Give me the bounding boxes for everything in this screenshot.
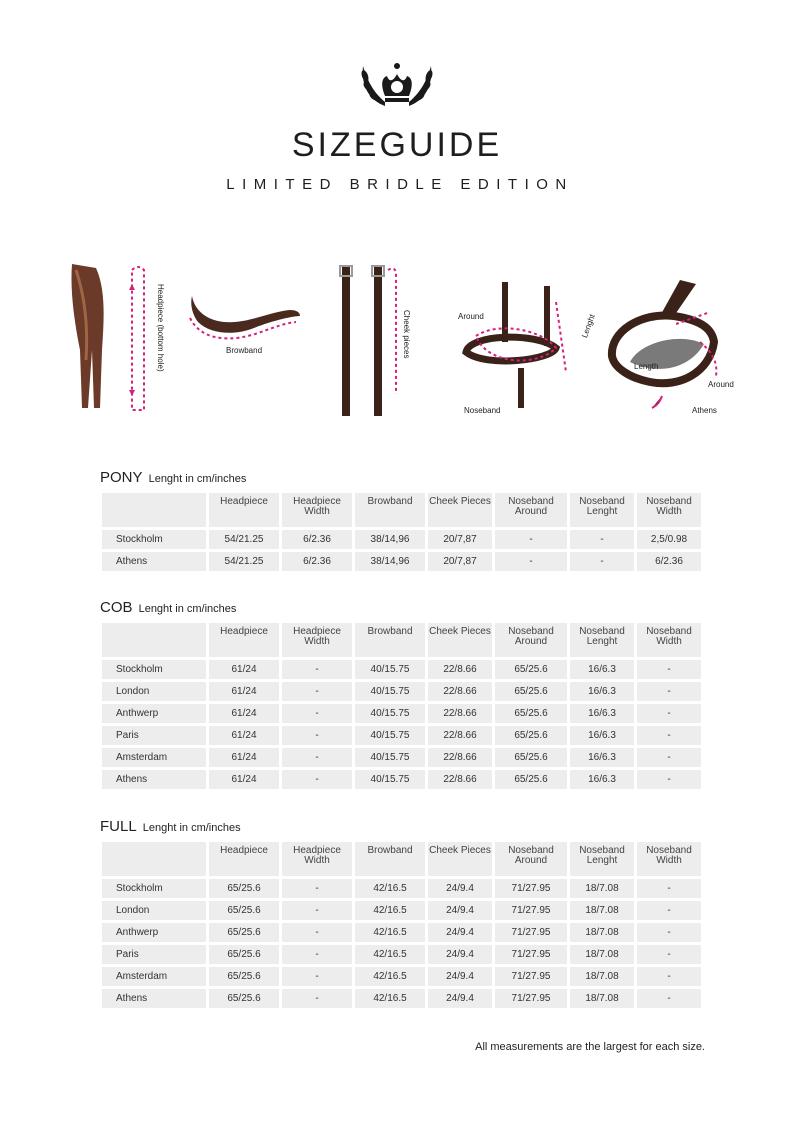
row-label: Athens	[102, 989, 206, 1008]
table-cell: 42/16.5	[355, 989, 425, 1008]
table-cell: -	[637, 748, 701, 767]
table-cell: 16/6.3	[570, 748, 634, 767]
full-unit: Lenght in cm/inches	[142, 822, 241, 834]
table-cell: 16/6.3	[570, 660, 634, 679]
table-cell: -	[495, 530, 567, 549]
table-cell: 22/8.66	[428, 660, 492, 679]
table-cell: 65/25.6	[209, 945, 279, 964]
table-cell: 61/24	[209, 682, 279, 701]
row-label: London	[102, 901, 206, 920]
table-cell: -	[637, 726, 701, 745]
table-cell: 65/25.6	[495, 726, 567, 745]
table-cell: -	[495, 552, 567, 571]
table-cell: 24/9.4	[428, 879, 492, 898]
table-cell: 22/8.66	[428, 682, 492, 701]
table-row	[102, 726, 701, 745]
table-cell: -	[282, 770, 352, 789]
table-cell: 24/9.4	[428, 901, 492, 920]
table-cell: 71/27.95	[495, 923, 567, 942]
browband-figure	[184, 290, 314, 360]
row-label: Stockholm	[102, 879, 206, 898]
noseband-label: Noseband	[464, 406, 501, 415]
table-cell: 71/27.95	[495, 945, 567, 964]
cob-name: COB	[100, 599, 133, 616]
table-cell: 6/2.36	[282, 530, 352, 549]
table-cell: 20/7,87	[428, 530, 492, 549]
table-cell: -	[282, 989, 352, 1008]
table-cell: 65/25.6	[495, 704, 567, 723]
table-cell: 71/27.95	[495, 967, 567, 986]
table-cell: 22/8.66	[428, 726, 492, 745]
table-header-row	[102, 493, 701, 527]
table-cell: 20/7,87	[428, 552, 492, 571]
column-header: Noseband Lenght	[570, 623, 634, 657]
table-cell: 42/16.5	[355, 879, 425, 898]
table-cell: 24/9.4	[428, 967, 492, 986]
table-cell: 24/9.4	[428, 945, 492, 964]
row-label: Amsterdam	[102, 748, 206, 767]
noseband-around-label: Around	[458, 312, 484, 321]
table-cell: 22/8.66	[428, 704, 492, 723]
table-cell: -	[282, 923, 352, 942]
table-cell: 24/9.4	[428, 989, 492, 1008]
table-cell: 2,5/0.98	[637, 530, 701, 549]
table-cell: -	[637, 704, 701, 723]
table-cell: 18/7.08	[570, 967, 634, 986]
table-cell: 38/14,96	[355, 530, 425, 549]
table-cell: 65/25.6	[209, 923, 279, 942]
footnote: All measurements are the largest for each size.	[475, 1041, 705, 1053]
full-size-table	[99, 839, 704, 1011]
table-cell: -	[282, 660, 352, 679]
table-cell: 16/6.3	[570, 704, 634, 723]
table-cell: -	[637, 967, 701, 986]
table-cell: 18/7.08	[570, 923, 634, 942]
table-cell: 42/16.5	[355, 901, 425, 920]
full-section-title	[100, 818, 241, 835]
column-header: Browband	[355, 493, 425, 527]
table-cell: -	[637, 879, 701, 898]
table-cell: -	[282, 945, 352, 964]
table-header-row	[102, 842, 701, 876]
table-row	[102, 879, 701, 898]
table-cell: -	[637, 770, 701, 789]
column-header: Headpiece	[209, 842, 279, 876]
column-header: Headpiece Width	[282, 842, 352, 876]
table-cell: 22/8.66	[428, 748, 492, 767]
table-cell: 61/24	[209, 770, 279, 789]
table-row	[102, 901, 701, 920]
table-row	[102, 682, 701, 701]
table-cell: 38/14,96	[355, 552, 425, 571]
table-cell: -	[282, 726, 352, 745]
table-cell: 42/16.5	[355, 967, 425, 986]
table-cell: 61/24	[209, 660, 279, 679]
cheek-pieces-figure	[322, 258, 432, 418]
cob-size-table	[99, 620, 704, 792]
crown-laurel-logo	[355, 56, 439, 116]
table-cell: 54/21.25	[209, 552, 279, 571]
table-cell: 22/8.66	[428, 770, 492, 789]
athens-figure	[600, 272, 734, 422]
cheek-pieces-image	[322, 258, 432, 418]
table-cell: -	[637, 989, 701, 1008]
page-subtitle: LIMITED BRIDLE EDITION	[226, 176, 574, 193]
row-label: Anthwerp	[102, 704, 206, 723]
column-header: Noseband Around	[495, 623, 567, 657]
table-cell: 65/25.6	[209, 901, 279, 920]
header-corner	[102, 493, 206, 527]
column-header: Noseband Width	[637, 493, 701, 527]
table-header-row	[102, 623, 701, 657]
table-row	[102, 704, 701, 723]
pony-section-title	[100, 469, 246, 486]
table-row	[102, 660, 701, 679]
full-name: FULL	[100, 818, 137, 835]
row-label: London	[102, 682, 206, 701]
table-cell: 40/15.75	[355, 704, 425, 723]
table-cell: 65/25.6	[209, 879, 279, 898]
column-header: Noseband Width	[637, 623, 701, 657]
table-cell: 40/15.75	[355, 726, 425, 745]
cob-unit: Lenght in cm/inches	[138, 603, 237, 615]
athens-label: Athens	[692, 406, 717, 415]
column-header: Noseband Width	[637, 842, 701, 876]
table-cell: -	[637, 901, 701, 920]
browband-label: Browband	[226, 346, 263, 355]
table-cell: 65/25.6	[209, 967, 279, 986]
table-cell: -	[282, 682, 352, 701]
column-header: Cheek Pieces	[428, 623, 492, 657]
pony-name: PONY	[100, 469, 143, 486]
column-header: Noseband Around	[495, 842, 567, 876]
table-cell: -	[282, 901, 352, 920]
cheek-pieces-label: Cheek pieces	[402, 310, 411, 359]
column-header: Cheek Pieces	[428, 493, 492, 527]
table-row	[102, 945, 701, 964]
table-cell: 65/25.6	[495, 682, 567, 701]
table-row	[102, 748, 701, 767]
table-cell: 71/27.95	[495, 879, 567, 898]
table-cell: -	[282, 879, 352, 898]
pony-size-table	[99, 490, 704, 574]
table-cell: 65/25.6	[209, 989, 279, 1008]
table-cell: 61/24	[209, 726, 279, 745]
table-cell: 6/2.36	[637, 552, 701, 571]
table-cell: 65/25.6	[495, 660, 567, 679]
table-cell: 42/16.5	[355, 945, 425, 964]
table-cell: 42/16.5	[355, 923, 425, 942]
athens-length-label: Length	[634, 362, 659, 371]
athens-around-label: Around	[708, 380, 734, 389]
table-cell: -	[282, 967, 352, 986]
headpiece-label: Headpiece (bottom hole)	[156, 284, 165, 372]
table-cell: 40/15.75	[355, 682, 425, 701]
table-cell: 40/15.75	[355, 748, 425, 767]
noseband-image	[456, 272, 586, 422]
column-header: Headpiece Width	[282, 493, 352, 527]
table-cell: 71/27.95	[495, 901, 567, 920]
table-cell: -	[570, 530, 634, 549]
table-cell: 18/7.08	[570, 945, 634, 964]
table-cell: 18/7.08	[570, 879, 634, 898]
table-cell: 61/24	[209, 704, 279, 723]
header-corner	[102, 623, 206, 657]
table-cell: -	[282, 748, 352, 767]
headpiece-figure	[66, 260, 176, 420]
table-cell: -	[637, 682, 701, 701]
column-header: Cheek Pieces	[428, 842, 492, 876]
row-label: Stockholm	[102, 660, 206, 679]
table-row	[102, 552, 701, 571]
table-cell: 40/15.75	[355, 770, 425, 789]
noseband-figure	[456, 272, 597, 422]
table-row	[102, 989, 701, 1008]
row-label: Anthwerp	[102, 923, 206, 942]
header-corner	[102, 842, 206, 876]
table-cell: 54/21.25	[209, 530, 279, 549]
table-cell: 71/27.95	[495, 989, 567, 1008]
table-cell: 18/7.08	[570, 901, 634, 920]
table-row	[102, 530, 701, 549]
column-header: Browband	[355, 623, 425, 657]
table-cell: 24/9.4	[428, 923, 492, 942]
table-cell: 6/2.36	[282, 552, 352, 571]
column-header: Headpiece	[209, 623, 279, 657]
table-cell: 16/6.3	[570, 770, 634, 789]
pony-unit: Lenght in cm/inches	[148, 473, 247, 485]
table-cell: 61/24	[209, 748, 279, 767]
table-row	[102, 923, 701, 942]
table-row	[102, 967, 701, 986]
cob-section-title	[100, 599, 236, 616]
column-header: Headpiece	[209, 493, 279, 527]
table-cell: -	[637, 660, 701, 679]
row-label: Athens	[102, 770, 206, 789]
table-cell: -	[637, 945, 701, 964]
row-label: Paris	[102, 945, 206, 964]
table-cell: 65/25.6	[495, 770, 567, 789]
page-title: SIZEGUIDE	[291, 126, 503, 164]
table-cell: 16/6.3	[570, 726, 634, 745]
column-header: Noseband Lenght	[570, 493, 634, 527]
table-cell: -	[637, 923, 701, 942]
athens-image	[600, 272, 730, 422]
row-label: Stockholm	[102, 530, 206, 549]
column-header: Noseband Lenght	[570, 842, 634, 876]
noseband-length-label: Lenght	[580, 313, 597, 340]
column-header: Browband	[355, 842, 425, 876]
column-header: Noseband Around	[495, 493, 567, 527]
row-label: Athens	[102, 552, 206, 571]
table-cell: 18/7.08	[570, 989, 634, 1008]
table-cell: 40/15.75	[355, 660, 425, 679]
column-header: Headpiece Width	[282, 623, 352, 657]
table-cell: 65/25.6	[495, 748, 567, 767]
table-cell: 16/6.3	[570, 682, 634, 701]
row-label: Amsterdam	[102, 967, 206, 986]
table-cell: -	[282, 704, 352, 723]
row-label: Paris	[102, 726, 206, 745]
table-cell: -	[570, 552, 634, 571]
table-row	[102, 770, 701, 789]
